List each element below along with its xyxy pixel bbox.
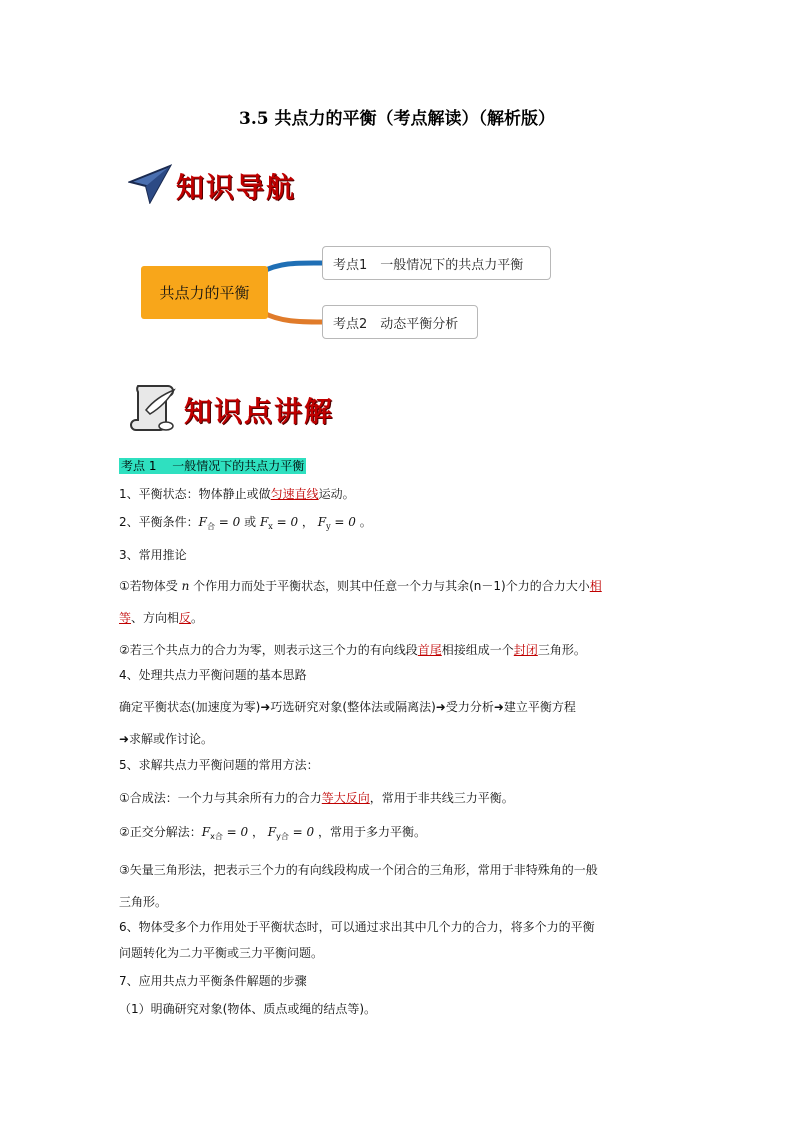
banner-text: 知识点讲解 bbox=[184, 395, 335, 428]
mindmap-node-topic-1: 考点1 一般情况下的共点力平衡 bbox=[322, 246, 551, 280]
text-line-7: 4、处理共点力平衡问题的基本思路 bbox=[119, 668, 307, 682]
text-line-18: （1）明确研究对象(物体、质点或绳的结点等)。 bbox=[119, 1002, 376, 1016]
section-heading: 考点 1 一般情况下的共点力平衡 bbox=[121, 459, 305, 473]
text-line-16: 问题转化为二力平衡或三力平衡问题。 bbox=[119, 946, 324, 960]
text-line-15: 6、物体受多个力作用处于平衡状态时，可以通过求出其中几个力的合力，将多个力的平衡 bbox=[119, 920, 595, 934]
mindmap-node-topic-2: 考点2 动态平衡分析 bbox=[322, 305, 478, 339]
text-line-17: 7、应用共点力平衡条件解题的步骤 bbox=[119, 974, 307, 988]
text-line-9: ➜求解或作讨论。 bbox=[119, 732, 214, 746]
text-line-5: 等、方向相反。 bbox=[119, 611, 204, 625]
mindmap-root: 共点力的平衡 bbox=[141, 266, 268, 319]
text-line-3: 3、常用推论 bbox=[119, 548, 187, 562]
mindmap-branch-1 bbox=[262, 263, 322, 272]
text-line-8: 确定平衡状态(加速度为零)➜巧选研究对象(整体法或隔离法)➜受力分析➜建立平衡方程 bbox=[119, 700, 576, 714]
banner-text: 知识导航 bbox=[176, 171, 297, 204]
text-line-1: 1、平衡状态：物体静止或做匀速直线运动。 bbox=[119, 487, 355, 501]
banner-knowledge-explanation bbox=[128, 380, 368, 436]
text-line-13: ③矢量三角形法，把表示三个力的有向线段构成一个闭合的三角形，常用于非特殊角的一般 bbox=[119, 863, 598, 877]
text-line-4: ①若物体受 n 个作用力而处于平衡状态，则其中任意一个力与其余(n－1)个力的合力大小相 bbox=[119, 579, 602, 593]
text-line-10: 5、求解共点力平衡问题的常用方法： bbox=[119, 758, 319, 772]
text-line-6: ②若三个共点力的合力为零，则表示这三个力的有向线段首尾相接组成一个封闭三角形。 bbox=[119, 643, 586, 657]
scroll-quill-icon bbox=[128, 380, 180, 434]
text-line-14: 三角形。 bbox=[119, 895, 168, 909]
text-line-2: 2、平衡条件：$F_合 = 0$ 或 $F_x = 0$ ， $F_y = 0$ 。 bbox=[119, 515, 372, 531]
text-line-12: ②正交分解法：$F_{x合} = 0$ ， $F_{y合} = 0$ ，常用于多力平衡。 bbox=[119, 825, 427, 841]
page-title: 3.5 共点力的平衡（考点解读）（解析版） bbox=[239, 109, 555, 129]
text-line-11: ①合成法：一个力与其余所有力的合力等大反向，常用于非共线三力平衡。 bbox=[119, 791, 514, 805]
mindmap-branch-2 bbox=[262, 312, 322, 322]
